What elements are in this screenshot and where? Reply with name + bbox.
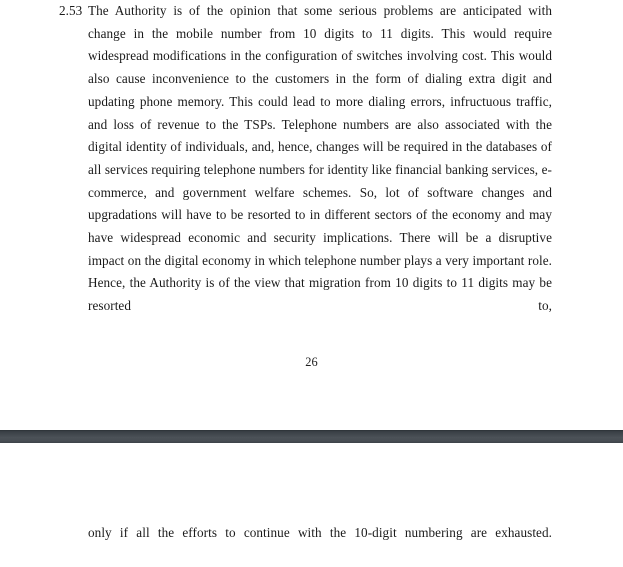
- page-number-footer: 26: [305, 354, 318, 369]
- document-page-27: [0, 443, 623, 564]
- page-separator-bar: [0, 430, 623, 443]
- paragraph-body-text: The Authority is of the opinion that some serious problems are anticipated with change in the mobile number from 10 digits to 11 digits. This would require widespread modifications in the configuration of switches involving cost. This would also cause inconvenience to the customers in the form of dialing extra digit and updating phone memory. This could lead to more dialing errors, infructuous traffic, and loss of revenue to the TSPs. Telephone numbers are also associated with the digital identity of individuals, and, hence, changes will be required in the databases of all services requiring telephone numbers for identity like financial banking services, e-commerce, and government welfare schemes. So, lot of software changes and upgradations will have to be resorted to in different sectors of the economy and may have widespread economic and security implications. There will be a disruptive impact on the digital economy in which telephone number plays a very important role. Hence, the Authority is of the view that migration from 10 digits to 11 digits may be resorted to,: [88, 3, 552, 314]
- paragraph-number: 2.53: [59, 3, 83, 18]
- paragraph-continuation-text: only if all the efforts to continue with the 10-digit numbering are exhausted.: [88, 525, 552, 540]
